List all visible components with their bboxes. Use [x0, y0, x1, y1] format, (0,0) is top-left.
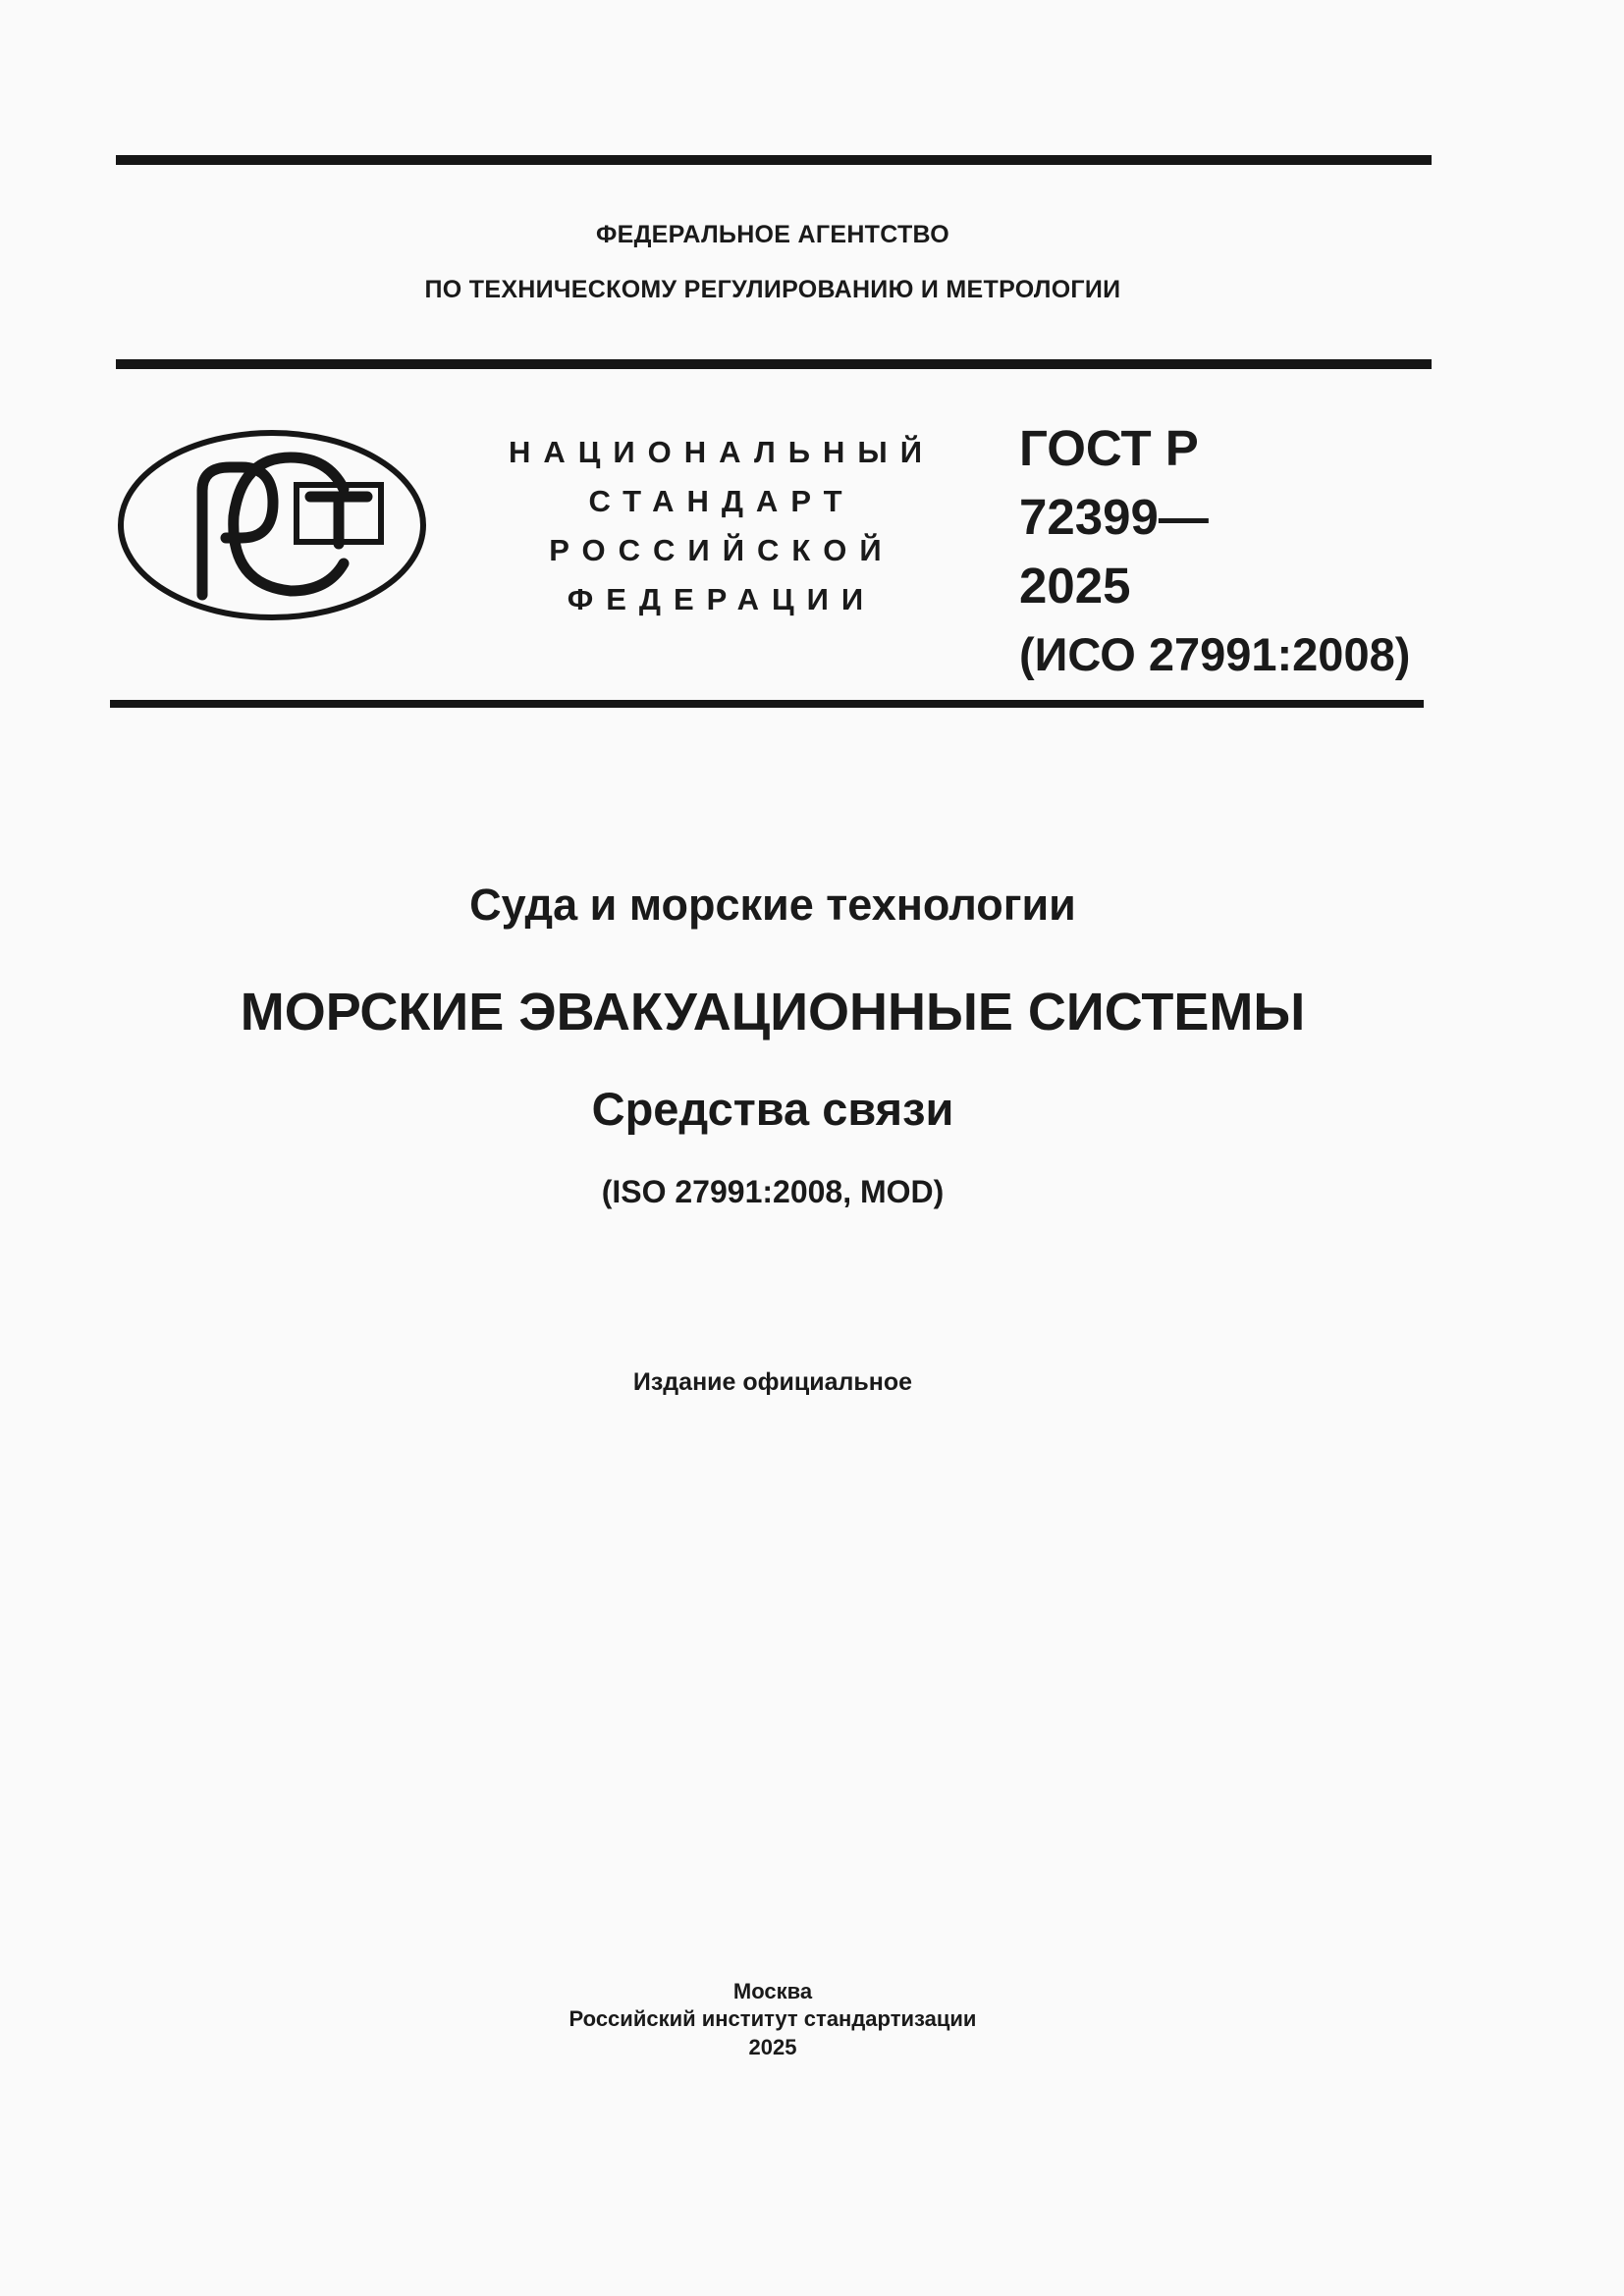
footer-city: Москва — [732, 1979, 813, 2003]
iso-reference: (ISO 27991:2008, MOD) — [601, 1174, 945, 1209]
gost-line3: 2025 — [1019, 558, 1131, 614]
header-top-rule — [116, 155, 1432, 165]
gost-line2: 72399— — [1019, 489, 1209, 545]
gost-iso-line: (ИСО 27991:2008) — [1019, 628, 1411, 680]
document-title: МОРСКИЕ ЭВАКУАЦИОННЫЕ СИСТЕМЫ — [240, 983, 1306, 1041]
footer-year: 2025 — [748, 2035, 797, 2059]
agency-name-line1: ФЕДЕРАЛЬНОЕ АГЕНТСТВО — [595, 221, 950, 248]
agency-name-line2: ПО ТЕХНИЧЕСКОМУ РЕГУЛИРОВАНИЮ И МЕТРОЛОГИИ — [424, 276, 1121, 303]
national-line: СТАНДАРТ — [588, 484, 855, 518]
gost-designation — [1019, 414, 1410, 689]
national-standard-label — [491, 428, 952, 624]
national-line: НАЦИОНАЛЬНЫЙ — [508, 435, 936, 469]
rst-certification-mark-icon — [116, 428, 428, 622]
document-category: Суда и морские технологии — [469, 880, 1076, 930]
standard-block-rule — [110, 700, 1424, 708]
footer-publisher: Российский институт стандартизации — [568, 2006, 977, 2031]
document-subtitle: Средства связи — [591, 1083, 954, 1135]
edition-label: Издание официальное — [632, 1368, 913, 1396]
gost-line1: ГОСТ Р — [1019, 420, 1199, 476]
header-bottom-rule — [116, 359, 1432, 369]
national-line: ФЕДЕРАЦИИ — [567, 582, 877, 616]
national-line: РОССИЙСКОЙ — [549, 533, 894, 567]
